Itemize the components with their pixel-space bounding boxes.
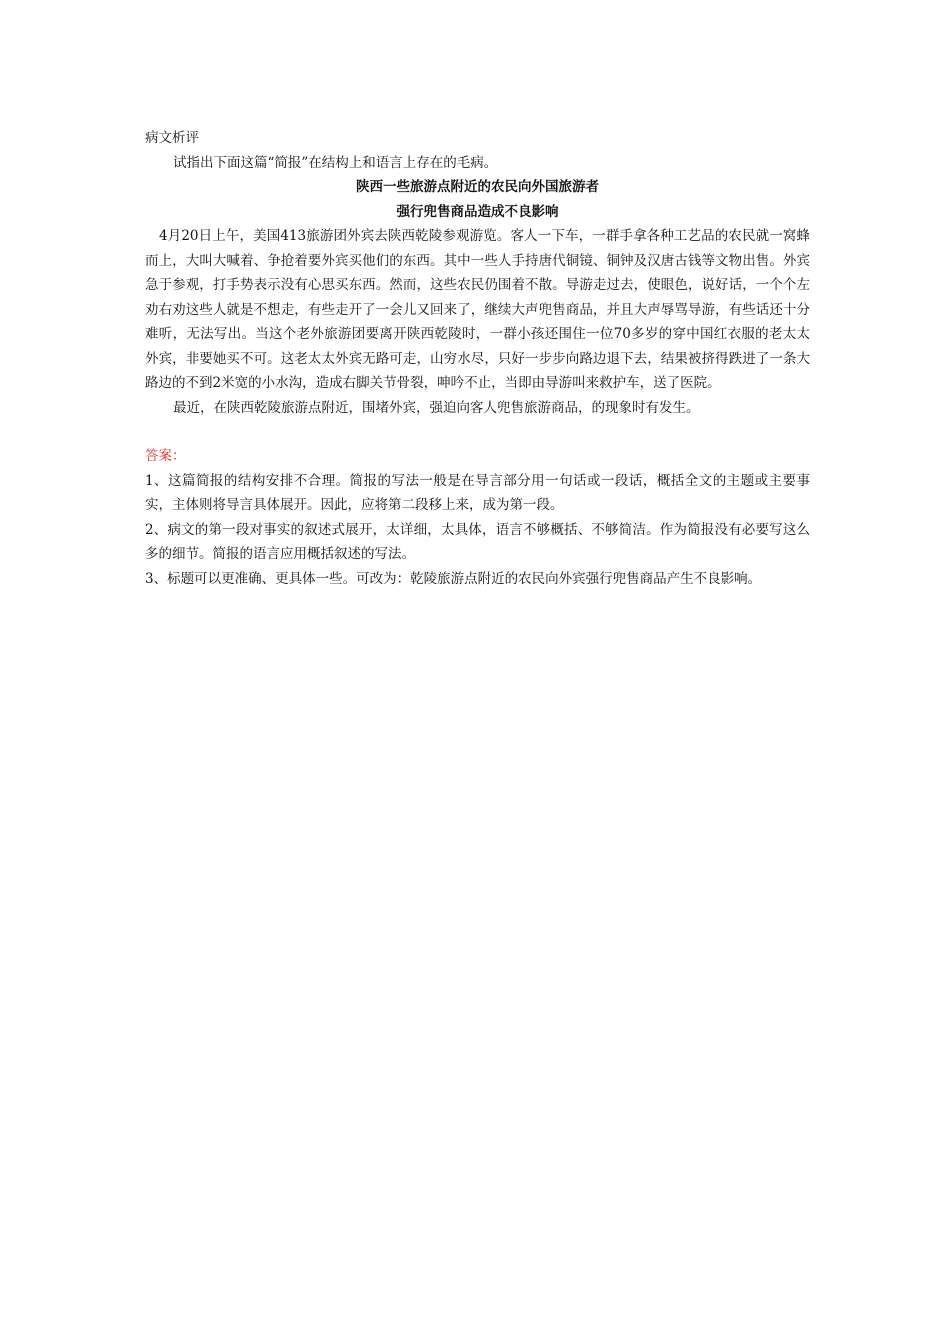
answer-label: 答案：	[145, 448, 186, 464]
article-paragraph-1: 4月20日上午，美国413旅游团外宾去陕西乾陵参观游览。客人一下车，一群手拿各种工艺品的农民就一窝蜂而上，大叫大喊着、争抢着要外宾买他们的东西。其中一些人手持唐代铜镜、铜钟及汉唐古钱等文物出售。外宾急于参观，打手势表示没有心思买东西。然而，这些农民仍围着不散。导游走过去，使眼色，说好话，一个个左劝右劝这些人就是不想走，有些走开了一会儿又回来了，继续大声兜售商品，并且大声辱骂导游，有些话还十分难听，无法写出。当这个老外旅游团要离开陕西乾陵时，一群小孩还围住一位70多岁的穿中国红衣服的老太太外宾，非要她买不可。这老太太外宾无路可走，山穷水尽，只好一步步向路边退下去，结果被挤得跌进了一条大路边的不到2米宽的小水沟，造成右脚关节骨裂，呻吟不止，当即由导游叫来救护车，送了医院。	[145, 228, 810, 391]
answer-item-2: 2、病文的第一段对事实的叙述式展开，太详细，太具体，语言不够概括、不够简洁。作为简报没有必要写这么多的细节。简报的语言应用概括叙述的写法。	[145, 521, 810, 562]
article-title-line-1: 陕西一些旅游点附近的农民向外国旅游者	[356, 179, 599, 195]
article-paragraph-2: 最近，在陕西乾陵旅游点附近，围堵外宾，强迫向客人兜售旅游商品，的现象时有发生。	[173, 399, 700, 416]
blank-line	[145, 420, 810, 444]
answer-item-3: 3、标题可以更准确、更具体一些。可改为：乾陵旅游点附近的农民向外宾强行兜售商品产生不良影响。	[145, 570, 762, 587]
instruction-text: 试指出下面这篇“简报”在结构上和语言上存在的毛病。	[173, 154, 498, 171]
answer-item-1: 1、这篇简报的结构安排不合理。简报的写法一般是在导言部分用一句话或一段话，概括全文的主题或主要事实，主体则将导言具体展开。因此，应将第二段移上来，成为第一段。	[145, 472, 810, 513]
section-label: 病文析评	[145, 130, 199, 146]
document-page	[145, 126, 810, 591]
article-title-line-2: 强行兜售商品造成不良影响	[396, 203, 559, 220]
